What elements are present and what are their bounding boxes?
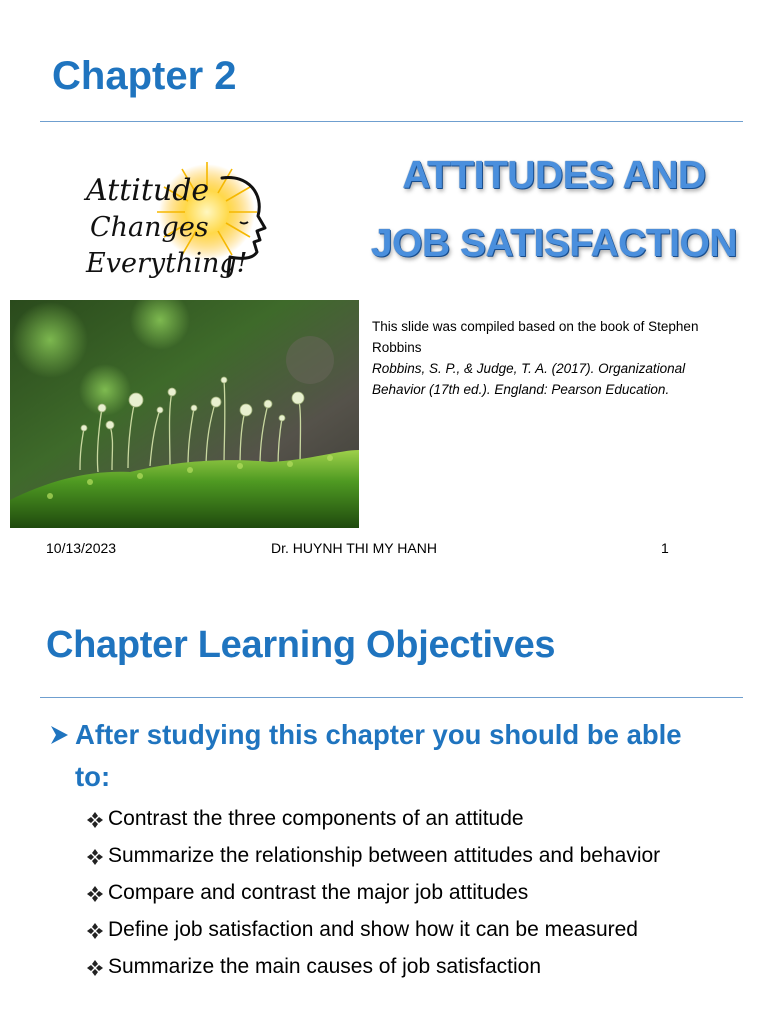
main-title-line-2: JOB SATISFACTION — [370, 222, 738, 265]
diamond-bullet-icon — [86, 848, 104, 866]
source-text: This slide was compiled based on the book of Stephen Robbins — [372, 319, 699, 355]
diamond-bullet-icon — [86, 885, 104, 903]
footer-page-number: 1 — [661, 540, 669, 556]
title-divider — [40, 121, 743, 122]
chapter-title: Chapter 2 — [52, 54, 237, 98]
objectives-divider — [40, 697, 743, 698]
main-title-line-1: ATTITUDES AND — [402, 154, 706, 197]
logo-line-1: Attitude — [86, 173, 210, 208]
logo-line-3: Everything! — [86, 248, 248, 279]
objectives-list — [86, 804, 726, 989]
moss-sprouts-photo — [10, 300, 359, 528]
list-item: Compare and contrast the major job attitudes — [86, 878, 726, 908]
diamond-bullet-icon — [86, 922, 104, 940]
footer-author: Dr. HUYNH THI MY HANH — [271, 540, 437, 556]
logo-line-2: Changes — [90, 212, 209, 243]
diamond-bullet-icon — [86, 959, 104, 977]
objectives-lead-text: After studying this chapter you should be able to: — [75, 719, 682, 792]
footer-date: 10/13/2023 — [46, 540, 117, 556]
objectives-lead — [48, 714, 708, 798]
arrow-bullet-icon — [48, 714, 72, 756]
list-item: Summarize the relationship between attitudes and behavior — [86, 841, 726, 871]
list-item: Contrast the three components of an attitude — [86, 804, 726, 834]
objectives-title: Chapter Learning Objectives — [46, 624, 556, 666]
source-note — [372, 316, 742, 400]
main-title — [358, 142, 750, 278]
sun-face-logo — [82, 160, 272, 285]
list-item: Define job satisfaction and show how it can be measured — [86, 915, 726, 945]
list-item: Summarize the main causes of job satisfaction — [86, 952, 726, 982]
diamond-bullet-icon — [86, 811, 104, 829]
citation: Robbins, S. P., & Judge, T. A. (2017). Organizational Behavior (17th ed.). England: Pearson Education. — [372, 361, 686, 397]
